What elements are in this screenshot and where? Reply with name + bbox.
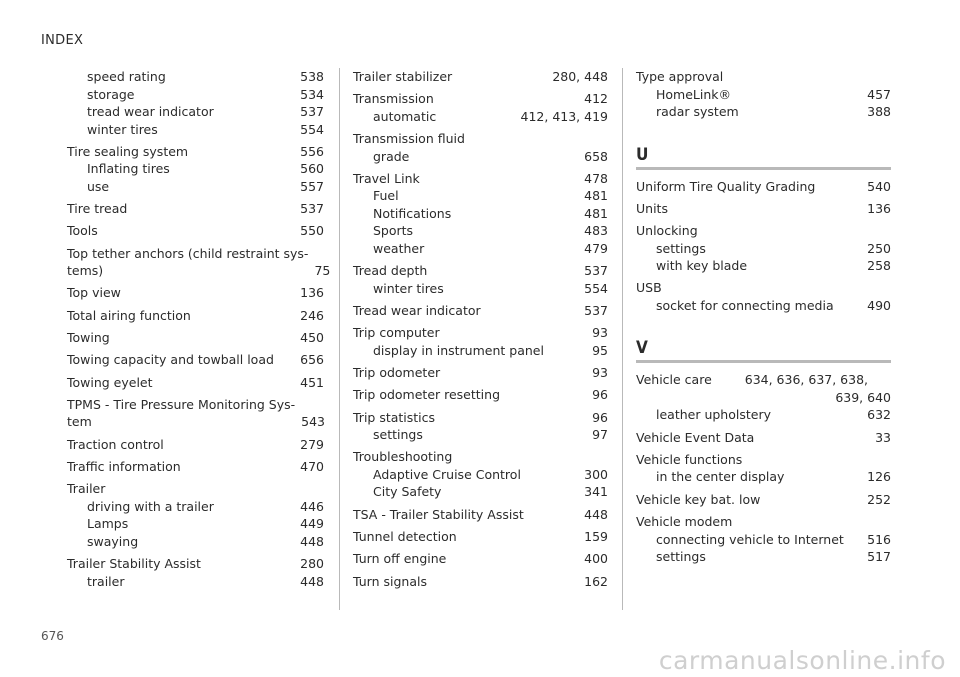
index-subentry[interactable] (636, 103, 891, 121)
entry-page[interactable]: 446 (300, 498, 324, 514)
index-subentry[interactable] (353, 483, 608, 501)
index-group-t (636, 68, 891, 121)
index-subentry[interactable] (636, 468, 891, 486)
entry-page[interactable]: 537 (584, 263, 608, 279)
entry-label-line: tem (67, 414, 92, 430)
entry-page[interactable]: 538 (300, 69, 324, 84)
entry-page[interactable]: 412 (584, 91, 608, 107)
entry-label: connecting vehicle to Internet (656, 531, 844, 547)
entry-label: settings (656, 549, 706, 565)
entry-label: Trip odometer resetting (353, 387, 501, 403)
entry-pages[interactable] (745, 371, 891, 406)
entry-page[interactable]: 300 (584, 466, 608, 482)
index-entry[interactable] (353, 528, 608, 546)
entry-page[interactable]: 557 (300, 178, 324, 194)
entry-label: automatic (373, 108, 437, 124)
entry-label: driving with a trailer (87, 498, 214, 514)
index-entry[interactable] (67, 555, 324, 573)
index-subentry[interactable] (353, 187, 608, 205)
entry-page[interactable]: 470 (300, 459, 324, 475)
index-subentry[interactable] (636, 86, 891, 104)
entry-page[interactable]: 258 (867, 258, 891, 274)
index-subentry[interactable] (353, 280, 608, 298)
index-subentry[interactable] (67, 121, 324, 139)
index-entry[interactable] (67, 458, 324, 476)
entry-label-line: Top tether anchors (child restraint sys- (67, 245, 309, 261)
index-entry[interactable] (636, 371, 891, 406)
index-subentry[interactable] (636, 406, 891, 424)
index-subentry[interactable] (67, 68, 324, 86)
entry-label: tread wear indicator (87, 104, 214, 119)
entry-label: Vehicle key bat. low (636, 491, 761, 507)
entry-label: Traction control (67, 436, 164, 452)
index-entry[interactable] (67, 284, 324, 302)
entry-page[interactable]: 448 (584, 506, 608, 522)
entry-page[interactable]: 279 (300, 436, 324, 452)
index-entry[interactable] (636, 178, 891, 196)
entry-page[interactable]: 658 (584, 148, 608, 164)
entry-page[interactable]: 490 (867, 297, 891, 313)
entry-label: Uniform Tire Quality Grading (636, 178, 816, 194)
entry-label: Tire sealing system (67, 143, 189, 159)
entry-label: speed rating (87, 69, 166, 84)
entry-label: Traffic information (67, 459, 181, 475)
entry-page[interactable]: 656 (300, 352, 324, 368)
entry-label: Inflating tires (87, 161, 170, 177)
section-letter: U (636, 144, 649, 165)
entry-label: Units (636, 200, 668, 216)
entry-label: leather upholstery (656, 407, 771, 423)
index-entry (353, 130, 608, 148)
index-subentry[interactable] (353, 466, 608, 484)
index-entry[interactable] (353, 506, 608, 524)
entry-page[interactable]: 449 (300, 516, 324, 532)
entry-page[interactable]: 556 (300, 143, 324, 159)
entry-label: storage (87, 86, 135, 102)
entry-label: settings (373, 427, 423, 443)
index-entry[interactable] (67, 222, 324, 240)
entry-label: Vehicle modem (636, 514, 733, 530)
entry-label: settings (656, 240, 706, 256)
index-entry[interactable] (636, 491, 891, 509)
entry-label: USB (636, 280, 662, 296)
entry-label: winter tires (87, 121, 158, 137)
index-entry (353, 448, 608, 466)
entry-label: Adaptive Cruise Control (373, 466, 521, 482)
index-subentry[interactable] (353, 342, 608, 360)
entry-label: Total airing function (67, 307, 191, 323)
entry-label: Transmission fluid (353, 131, 465, 147)
entry-page[interactable]: 534 (300, 86, 324, 102)
index-entry[interactable] (67, 374, 324, 392)
column-divider (339, 68, 340, 610)
entry-page[interactable]: 159 (584, 529, 608, 545)
entry-page[interactable]: 162 (584, 573, 608, 589)
index-entry[interactable] (636, 200, 891, 218)
index-entry[interactable] (353, 90, 608, 108)
index-subentry[interactable] (67, 103, 324, 121)
index-subentry[interactable] (636, 240, 891, 258)
entry-page[interactable]: 481 (584, 188, 608, 204)
entry-label: Tread depth (353, 263, 428, 279)
entry-page[interactable]: 252 (867, 491, 891, 507)
entry-page[interactable]: 516 (867, 531, 891, 547)
entry-page[interactable]: 33 (875, 429, 891, 445)
index-subentry[interactable] (353, 108, 608, 126)
index-entry (636, 279, 891, 297)
entry-label: Vehicle functions (636, 451, 743, 467)
entry-label: Tread wear indicator (353, 302, 481, 318)
entry-label (67, 396, 295, 431)
entry-page[interactable]: 388 (867, 104, 891, 119)
index-subentry[interactable] (67, 533, 324, 551)
index-entry (67, 480, 324, 498)
index-entry[interactable] (353, 409, 608, 427)
index-subentry[interactable] (67, 498, 324, 516)
entry-page[interactable]: 451 (300, 374, 324, 390)
section-letter: V (636, 338, 648, 359)
entry-label: trailer (87, 573, 125, 589)
index-subentry[interactable] (353, 426, 608, 444)
entry-label: Turn off engine (353, 551, 447, 567)
entry-page[interactable]: 550 (300, 223, 324, 239)
entry-label: in the center display (656, 469, 785, 485)
entry-label: Troubleshooting (353, 449, 453, 465)
entry-label: City Safety (373, 484, 442, 500)
index-group-v (636, 406, 891, 565)
index-entry[interactable] (353, 302, 608, 320)
entry-page[interactable]: 537 (584, 302, 608, 318)
entry-label: socket for connecting media (656, 297, 834, 313)
page-number: 676 (41, 629, 64, 643)
index-entry[interactable] (67, 329, 324, 347)
entry-label: grade (373, 148, 410, 164)
entry-label: Trip statistics (353, 409, 436, 425)
entry-page-line[interactable]: 634, 636, 637, 638, (744, 372, 868, 388)
index-subentry[interactable] (353, 205, 608, 223)
entry-page[interactable]: 136 (300, 285, 324, 301)
index-entry[interactable] (353, 170, 608, 188)
entry-label: Trip odometer (353, 365, 441, 381)
index-subentry[interactable] (67, 86, 324, 104)
entry-page[interactable]: 96 (592, 409, 608, 425)
index-subentry[interactable] (67, 515, 324, 533)
entry-label: Notifications (373, 205, 452, 221)
entry-label: Trailer Stability Assist (67, 556, 201, 572)
entry-label: Trailer stabilizer (353, 69, 453, 84)
entry-page[interactable]: 341 (584, 484, 608, 500)
index-entry (636, 68, 891, 86)
entry-page[interactable]: 517 (867, 549, 891, 565)
entry-label: Fuel (373, 188, 399, 204)
entry-label: Unlocking (636, 223, 698, 239)
entry-label: Lamps (87, 516, 129, 532)
entry-page[interactable]: 75 (314, 263, 331, 279)
entry-page[interactable]: 280, 448 (552, 69, 608, 84)
entry-label: radar system (656, 104, 739, 119)
entry-page-line[interactable]: 639, 640 (835, 389, 891, 405)
entry-page[interactable]: 543 (301, 414, 325, 430)
index-entry[interactable] (353, 386, 608, 404)
entry-label: Type approval (636, 69, 724, 84)
entry-label: Vehicle care (636, 372, 712, 388)
entry-label: Sports (373, 223, 414, 239)
entry-page[interactable]: 126 (867, 469, 891, 485)
index-subentry[interactable] (353, 240, 608, 258)
index-entry (636, 451, 891, 469)
entry-label-line: tems) (67, 263, 104, 279)
entry-label: Towing eyelet (67, 374, 153, 390)
entry-label: use (87, 178, 110, 194)
entry-page[interactable]: 400 (584, 551, 608, 567)
index-subentry[interactable] (67, 160, 324, 178)
section-rule (636, 360, 891, 363)
index-entry[interactable] (67, 307, 324, 325)
index-subentry[interactable] (636, 548, 891, 566)
index-subentry[interactable] (67, 178, 324, 196)
index-subentry[interactable] (353, 222, 608, 240)
entry-page[interactable]: 95 (592, 342, 608, 358)
index-entry[interactable] (636, 429, 891, 447)
entry-label-line: TPMS - Tire Pressure Monitoring Sys- (67, 396, 296, 412)
page-header: INDEX (41, 33, 84, 48)
entry-page[interactable]: 554 (300, 121, 324, 137)
entry-label: Towing capacity and towball load (67, 352, 274, 368)
index-subentry[interactable] (636, 257, 891, 275)
index-entry[interactable] (67, 245, 331, 280)
index-entry[interactable] (67, 200, 324, 218)
entry-label: Tools (67, 223, 98, 239)
index-entry[interactable] (67, 396, 324, 431)
entry-label: winter tires (373, 280, 444, 296)
entry-page[interactable]: 457 (867, 86, 891, 102)
index-entry[interactable] (67, 436, 324, 454)
entry-label: Towing (67, 330, 110, 346)
entry-page[interactable]: 537 (300, 104, 324, 119)
index-entry[interactable] (353, 262, 608, 280)
letter-section-u (636, 145, 891, 170)
entry-page[interactable]: 97 (592, 427, 608, 443)
letter-section-v (636, 338, 891, 363)
entry-label: with key blade (656, 258, 748, 274)
index-entry (636, 222, 891, 240)
entry-page[interactable]: 448 (300, 573, 324, 589)
index-entry (636, 513, 891, 531)
entry-label: Turn signals (353, 573, 427, 589)
index-entry[interactable] (353, 364, 608, 382)
entry-page[interactable]: 250 (867, 240, 891, 256)
index-entry[interactable] (353, 573, 608, 591)
entry-label: Tire tread (67, 201, 128, 217)
column-divider (622, 68, 623, 610)
entry-page[interactable]: 136 (867, 200, 891, 216)
index-entry[interactable] (67, 143, 324, 161)
entry-page[interactable]: 96 (592, 387, 608, 403)
entry-label: weather (373, 240, 425, 256)
entry-page[interactable]: 448 (300, 533, 324, 549)
index-column-2 (353, 68, 608, 590)
entry-page[interactable]: 479 (584, 240, 608, 256)
index-subentry[interactable] (636, 531, 891, 549)
entry-label: Trip computer (353, 325, 440, 341)
entry-label: swaying (87, 533, 139, 549)
entry-label: Top view (67, 285, 121, 301)
entry-label: display in instrument panel (373, 342, 544, 358)
index-subentry[interactable] (67, 573, 324, 591)
entry-label: Transmission (353, 91, 434, 107)
entry-label: Vehicle Event Data (636, 429, 755, 445)
index-entry[interactable] (353, 68, 608, 86)
entry-label: Tunnel detection (353, 529, 457, 545)
index-subentry[interactable] (636, 297, 891, 315)
entry-label: Travel Link (353, 170, 420, 186)
entry-page[interactable]: 540 (867, 178, 891, 194)
entry-label (67, 245, 308, 280)
index-entry[interactable] (353, 324, 608, 342)
index-entry[interactable] (353, 550, 608, 568)
entry-label: Trailer (67, 481, 106, 497)
entry-page[interactable]: 537 (300, 201, 324, 217)
section-rule (636, 167, 891, 170)
entry-page[interactable]: 246 (300, 307, 324, 323)
index-column-1 (67, 68, 331, 590)
entry-page[interactable]: 481 (584, 205, 608, 221)
index-group-u (636, 178, 891, 315)
entry-page[interactable]: 412, 413, 419 (520, 108, 608, 124)
index-entry[interactable] (67, 351, 324, 369)
index-subentry[interactable] (353, 148, 608, 166)
watermark: carmanualsonline.info (658, 646, 946, 675)
entry-page[interactable]: 554 (584, 280, 608, 296)
entry-page[interactable]: 93 (592, 365, 608, 381)
entry-page[interactable]: 93 (592, 325, 608, 341)
entry-page[interactable]: 450 (300, 330, 324, 346)
index-column-3 (636, 68, 891, 566)
entry-label: HomeLink® (656, 86, 732, 102)
entry-page[interactable]: 478 (584, 170, 608, 186)
entry-label: TSA - Trailer Stability Assist (353, 506, 524, 522)
entry-page[interactable]: 632 (867, 407, 891, 423)
entry-page[interactable]: 483 (584, 223, 608, 239)
entry-page[interactable]: 280 (300, 556, 324, 572)
entry-page[interactable]: 560 (300, 161, 324, 177)
